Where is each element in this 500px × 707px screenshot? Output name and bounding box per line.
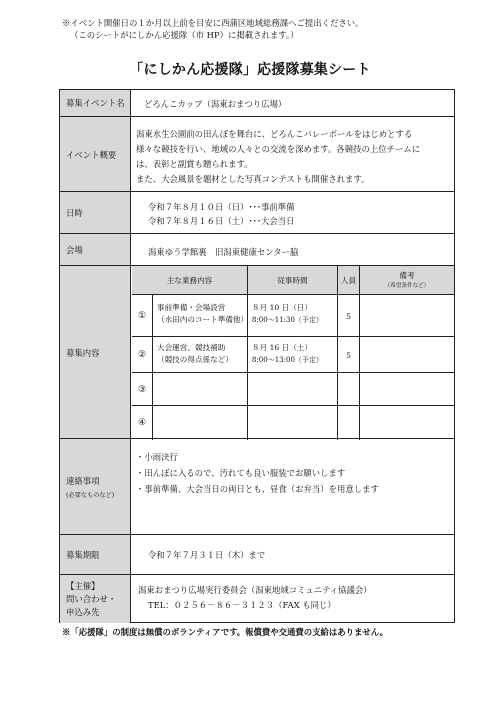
recruit-table-row bbox=[132, 336, 454, 373]
contact-line: ・田んぼに入るので、汚れても良い服装でお願いします bbox=[136, 468, 346, 478]
row-notes bbox=[359, 337, 454, 373]
datetime-label: 日時 bbox=[60, 192, 131, 234]
header-task: 主な業務内容 bbox=[166, 275, 213, 285]
recruit-table-row bbox=[132, 294, 454, 337]
organizer-label2: 問い合わせ・ bbox=[66, 593, 117, 604]
contact-label-sub: (必要なものなど) bbox=[66, 492, 115, 499]
organizer-label1: 【主催】 bbox=[66, 580, 100, 591]
row-number: ② bbox=[137, 350, 147, 360]
row-task-line: （水田内のコート準備他） bbox=[157, 315, 249, 324]
row-task bbox=[152, 295, 247, 337]
recruit-table-row bbox=[132, 405, 454, 440]
deadline-label: 募集期限 bbox=[60, 535, 131, 575]
row-notes bbox=[359, 406, 454, 440]
header-time: 従事時間 bbox=[247, 266, 337, 294]
row-notes bbox=[359, 295, 454, 337]
datetime-line1: 令和７年８月１０日（日）･･･事前準備 bbox=[148, 202, 295, 212]
organizer-label3: 申込み先 bbox=[66, 606, 100, 617]
row-time bbox=[247, 295, 337, 337]
row-task-line: 事前準備・会場設営 bbox=[157, 303, 226, 312]
row-time bbox=[247, 373, 337, 406]
row-task bbox=[152, 406, 247, 440]
deadline-row bbox=[60, 534, 454, 575]
row-time-line: 8:00～13:00（予定） bbox=[252, 356, 323, 364]
venue-row bbox=[60, 233, 454, 266]
top-note bbox=[62, 17, 364, 41]
row-task bbox=[152, 373, 247, 406]
row-time-line: ８月 16 日（土） bbox=[252, 343, 313, 352]
header-notes-title: 備考 bbox=[399, 271, 415, 280]
row-time-line: ８月 10 日（日） bbox=[252, 303, 313, 312]
row-number: ④ bbox=[137, 418, 147, 428]
datetime-row bbox=[60, 191, 454, 234]
row-number: ③ bbox=[137, 384, 147, 395]
overview-line: 様々な競技を行い、地域の人々との交流を深めます。各競技の上位チームに bbox=[136, 144, 421, 154]
row-task-line: （競技の得点係など） bbox=[157, 355, 233, 364]
contact-text bbox=[132, 439, 454, 535]
deadline-value: 令和７年７月３１日（木）まで bbox=[148, 550, 266, 560]
recruit-table-row bbox=[132, 372, 454, 406]
recruit-row bbox=[60, 265, 454, 439]
row-time bbox=[247, 337, 337, 373]
overview-label: イベント概要 bbox=[60, 117, 131, 192]
event-name-label: 募集イベント名 bbox=[60, 90, 131, 116]
overview-line: 潟東水生公園前の田んぼを舞台に、どろんこバレーボールをはじめとする bbox=[136, 129, 413, 139]
row-number: ① bbox=[137, 311, 147, 321]
row-people: 5 bbox=[337, 337, 359, 373]
row-time bbox=[247, 406, 337, 440]
overview-row bbox=[60, 116, 454, 192]
top-note-line1: ※イベント開催日の１か月以上前を目安に西蒲区地域総務課へご提出ください。 bbox=[62, 18, 364, 28]
row-notes bbox=[359, 373, 454, 406]
recruit-table-header bbox=[132, 266, 454, 294]
organizer-line1: 潟東おまつり広場実行委員会（潟東地域コミュニティ協議会） bbox=[138, 585, 372, 595]
row-task bbox=[152, 337, 247, 373]
recruitment-form bbox=[59, 89, 455, 623]
event-name-value: どろんこカップ（潟東おまつり広場） bbox=[144, 99, 287, 109]
bottom-note: ※「応援隊」の制度は無償のボランティアです。報償費や交通費の支給はありません。 bbox=[62, 627, 389, 637]
organizer-value bbox=[132, 575, 454, 623]
overview-text bbox=[132, 117, 454, 192]
top-note-line2: （このシートがにしかん応援隊（市 HP）に掲載されます。） bbox=[70, 30, 299, 40]
header-notes bbox=[359, 266, 454, 294]
organizer-label-cell bbox=[60, 575, 131, 623]
page-title: 「にしかん応援隊」応援隊募集シート bbox=[129, 62, 371, 78]
datetime-value bbox=[132, 192, 454, 234]
row-task-line: 大会運営、競技補助 bbox=[157, 343, 226, 352]
header-people: 人員 bbox=[337, 266, 359, 294]
recruit-label: 募集内容 bbox=[60, 266, 131, 439]
contact-row bbox=[60, 438, 454, 535]
row-people: 5 bbox=[337, 295, 359, 337]
datetime-line2: 令和７年８月１６日（土）･･･大会当日 bbox=[148, 216, 295, 226]
row-people bbox=[337, 406, 359, 440]
organizer-row bbox=[60, 574, 454, 623]
contact-line: ・小雨決行 bbox=[136, 452, 178, 462]
overview-line: また、大会風景を題材とした写真コンテストも開催されます。 bbox=[136, 174, 370, 184]
overview-line: は、表彰と副賞も贈られます。 bbox=[136, 159, 253, 169]
organizer-line2: TEL：０２５６－８６－３１２３（FAX も同じ） bbox=[148, 600, 336, 610]
event-name-row bbox=[60, 90, 454, 116]
contact-label: 連絡事項 bbox=[66, 476, 100, 486]
row-people bbox=[337, 373, 359, 406]
row-time-line: 8:00～11:30（予定） bbox=[252, 316, 323, 324]
venue-value: 潟東ゆう学館裏 旧潟東健康センター脇 bbox=[148, 247, 299, 257]
header-notes-sub: （希望条件など） bbox=[384, 283, 430, 289]
venue-label: 会場 bbox=[60, 234, 131, 266]
contact-label-cell bbox=[60, 439, 131, 535]
contact-line: ・事前準備、大会当日の両日とも、昼食（お弁当）を用意します bbox=[136, 484, 379, 494]
recruit-table bbox=[132, 266, 454, 439]
